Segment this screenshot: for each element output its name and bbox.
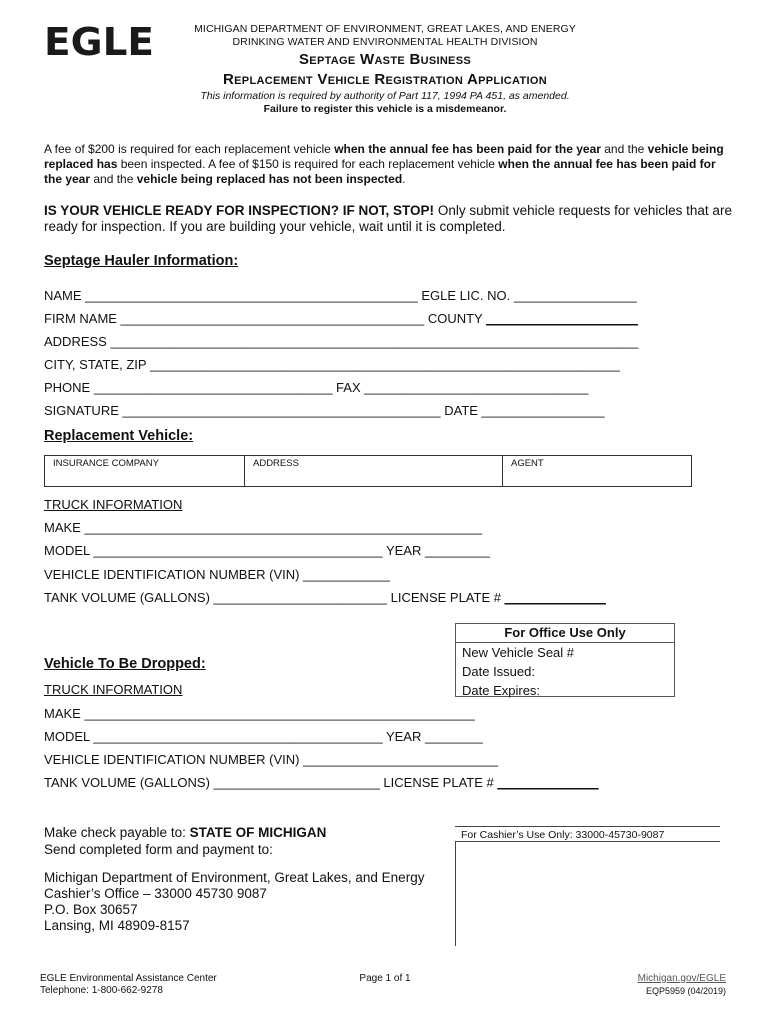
insurance-company-label: INSURANCE COMPANY — [53, 458, 159, 469]
hauler-heading-text: Septage Hauler Information — [44, 253, 234, 269]
insurance-agent-label: AGENT — [511, 458, 544, 469]
dropped-tank-field[interactable]: TANK VOLUME (GALLONS) _______________________ — [44, 775, 380, 790]
dropped-heading-colon: : — [200, 656, 206, 672]
fee-bold-4: vehicle being replaced has not been inspected — [136, 172, 403, 186]
dropped-plate-field[interactable]: ______________ — [497, 775, 599, 790]
mailing-address-line4: Lansing, MI 48909-8157 — [44, 918, 190, 933]
replacement-tank-field[interactable]: TANK VOLUME (GALLONS) ________________________ — [44, 590, 388, 605]
fee-text-4: and the — [90, 172, 137, 186]
replacement-model-field[interactable]: MODEL ________________________________________ — [44, 543, 383, 558]
cashier-use-box: For Cashier’s Use Only: 33000-45730-9087 — [455, 826, 720, 842]
hauler-phone-row — [44, 380, 588, 395]
hauler-firm-row — [44, 311, 638, 326]
footer-telephone: Telephone: 1-800-662-9278 — [40, 985, 163, 996]
egle-logo-text: EGLE — [44, 24, 154, 58]
date-expires-field: Date Expires: — [462, 683, 541, 698]
page-number: Page 1 of 1 — [359, 973, 411, 984]
replacement-heading-colon: : — [188, 428, 194, 444]
replacement-section-heading — [44, 428, 193, 444]
inspection-warning — [44, 203, 734, 235]
insurance-company-cell[interactable] — [45, 456, 245, 486]
date-field[interactable]: DATE _________________ — [440, 403, 605, 418]
egle-logo — [44, 24, 156, 58]
replacement-model-row — [44, 543, 490, 558]
insurance-address-label: ADDRESS — [253, 458, 299, 469]
hauler-name-row — [44, 288, 637, 303]
check-payee: STATE OF MICHIGAN — [189, 825, 327, 840]
fee-text-3: been inspected. A fee of $150 is required for each replacement vehicle — [117, 157, 499, 171]
fee-paragraph — [44, 142, 734, 187]
signature-field[interactable]: SIGNATURE ____________________________________________ — [44, 403, 441, 418]
dropped-heading-text: Vehicle To Be Dropped — [44, 656, 201, 672]
insurance-agent-cell[interactable] — [503, 456, 691, 486]
mailing-address-line1: Michigan Department of Environment, Great Lakes, and Energy — [44, 870, 425, 885]
address-field[interactable]: ADDRESS _________________________________________________________________________ — [44, 334, 639, 349]
mailing-address-line2: Cashier’s Office – 33000 45730 9087 — [44, 886, 267, 901]
dropped-section-heading — [44, 656, 206, 672]
dropped-vin-field[interactable]: VEHICLE IDENTIFICATION NUMBER (VIN) ___________________________ — [44, 752, 499, 767]
fee-text-5: . — [402, 172, 406, 186]
county-label: COUNTY — [424, 311, 487, 326]
form-title-line2: Replacement Vehicle Registration Application — [223, 71, 547, 88]
fee-bold-3: when the annual fee has been paid for the year — [44, 157, 716, 186]
dropped-model-field[interactable]: MODEL ________________________________________ — [44, 729, 383, 744]
lic-no-field[interactable]: EGLE LIC. NO. _________________ — [417, 288, 637, 303]
firm-name-field[interactable]: FIRM NAME __________________________________________ — [44, 311, 425, 326]
replacement-vin-field[interactable]: VEHICLE IDENTIFICATION NUMBER (VIN) ____________ — [44, 567, 390, 582]
phone-field[interactable]: PHONE _________________________________ — [44, 380, 333, 395]
check-payable-line — [44, 825, 326, 841]
fee-text-1: A fee of $200 is required for each replacement vehicle — [44, 142, 335, 156]
mailing-address-line3: P.O. Box 30657 — [44, 902, 138, 917]
date-issued-field: Date Issued: — [462, 664, 535, 679]
footer-contact — [40, 973, 217, 997]
agency-name: MICHIGAN DEPARTMENT OF ENVIRONMENT, GREAT LAKES, AND ENERGY — [194, 23, 576, 35]
new-vehicle-seal-field: New Vehicle Seal # — [462, 645, 575, 660]
county-field[interactable]: _____________________ — [486, 311, 638, 326]
name-field[interactable]: NAME ______________________________________________ — [44, 288, 418, 303]
cashier-divider — [455, 842, 456, 946]
misdemeanor-notice: Failure to register this vehicle is a misdemeanor. — [263, 103, 507, 115]
dropped-plate-label: LICENSE PLATE # — [379, 775, 498, 790]
hauler-heading-colon: : — [233, 253, 239, 269]
fee-bold-1: when the annual fee has been paid for the year — [334, 142, 601, 156]
replacement-tank-row — [44, 590, 606, 605]
office-use-heading: For Office Use Only — [456, 624, 674, 643]
dropped-year-field[interactable]: YEAR ________ — [382, 729, 483, 744]
fee-bold-2: vehicle being replaced has — [44, 142, 724, 171]
hauler-section-heading — [44, 253, 238, 269]
replacement-truck-info-label: TRUCK INFORMATION — [44, 497, 183, 512]
division-name: DRINKING WATER AND ENVIRONMENTAL HEALTH DIVISION — [232, 36, 538, 48]
dropped-tank-row — [44, 775, 599, 790]
egle-website-link[interactable]: Michigan.gov/EGLE — [637, 973, 726, 984]
send-form-instruction: Send completed form and payment to: — [44, 842, 273, 857]
replacement-heading-text: Replacement Vehicle — [44, 428, 189, 444]
insurance-address-cell[interactable] — [245, 456, 503, 486]
form-number: EQP5959 (04/2019) — [645, 986, 726, 996]
dropped-make-field[interactable]: MAKE ______________________________________________________ — [44, 706, 475, 721]
fee-text-2: and the — [600, 142, 648, 156]
hauler-signature-row — [44, 403, 604, 418]
inspection-warning-text: Only submit vehicle requests for vehicles that are ready for inspection. If you are building your vehicle, wait until it is completed. — [44, 203, 732, 234]
mailing-address — [44, 870, 424, 934]
replacement-make-field[interactable]: MAKE _______________________________________________________ — [44, 520, 483, 535]
replacement-year-field[interactable]: YEAR _________ — [382, 543, 491, 558]
agency-header — [170, 23, 600, 49]
city-state-zip-field[interactable]: CITY, STATE, ZIP _________________________________________________________________ — [44, 357, 620, 372]
dropped-truck-info-label: TRUCK INFORMATION — [44, 682, 183, 697]
replacement-plate-field[interactable]: ______________ — [504, 590, 606, 605]
authority-notice: This information is required by authority of Part 117, 1994 PA 451, as amended. — [200, 90, 570, 102]
fax-field[interactable]: FAX _______________________________ — [332, 380, 589, 395]
assistance-center: EGLE Environmental Assistance Center — [40, 973, 217, 984]
check-payable-label: Make check payable to: — [44, 825, 190, 840]
form-title-line1: Septage Waste Business — [299, 51, 471, 68]
inspection-warning-bold: IS YOUR VEHICLE READY FOR INSPECTION? IF NOT, STOP! — [44, 203, 435, 218]
insurance-table — [44, 455, 692, 487]
dropped-model-row — [44, 729, 483, 744]
replacement-plate-label: LICENSE PLATE # — [387, 590, 505, 605]
office-use-box — [455, 623, 675, 697]
footer-right — [560, 973, 726, 997]
